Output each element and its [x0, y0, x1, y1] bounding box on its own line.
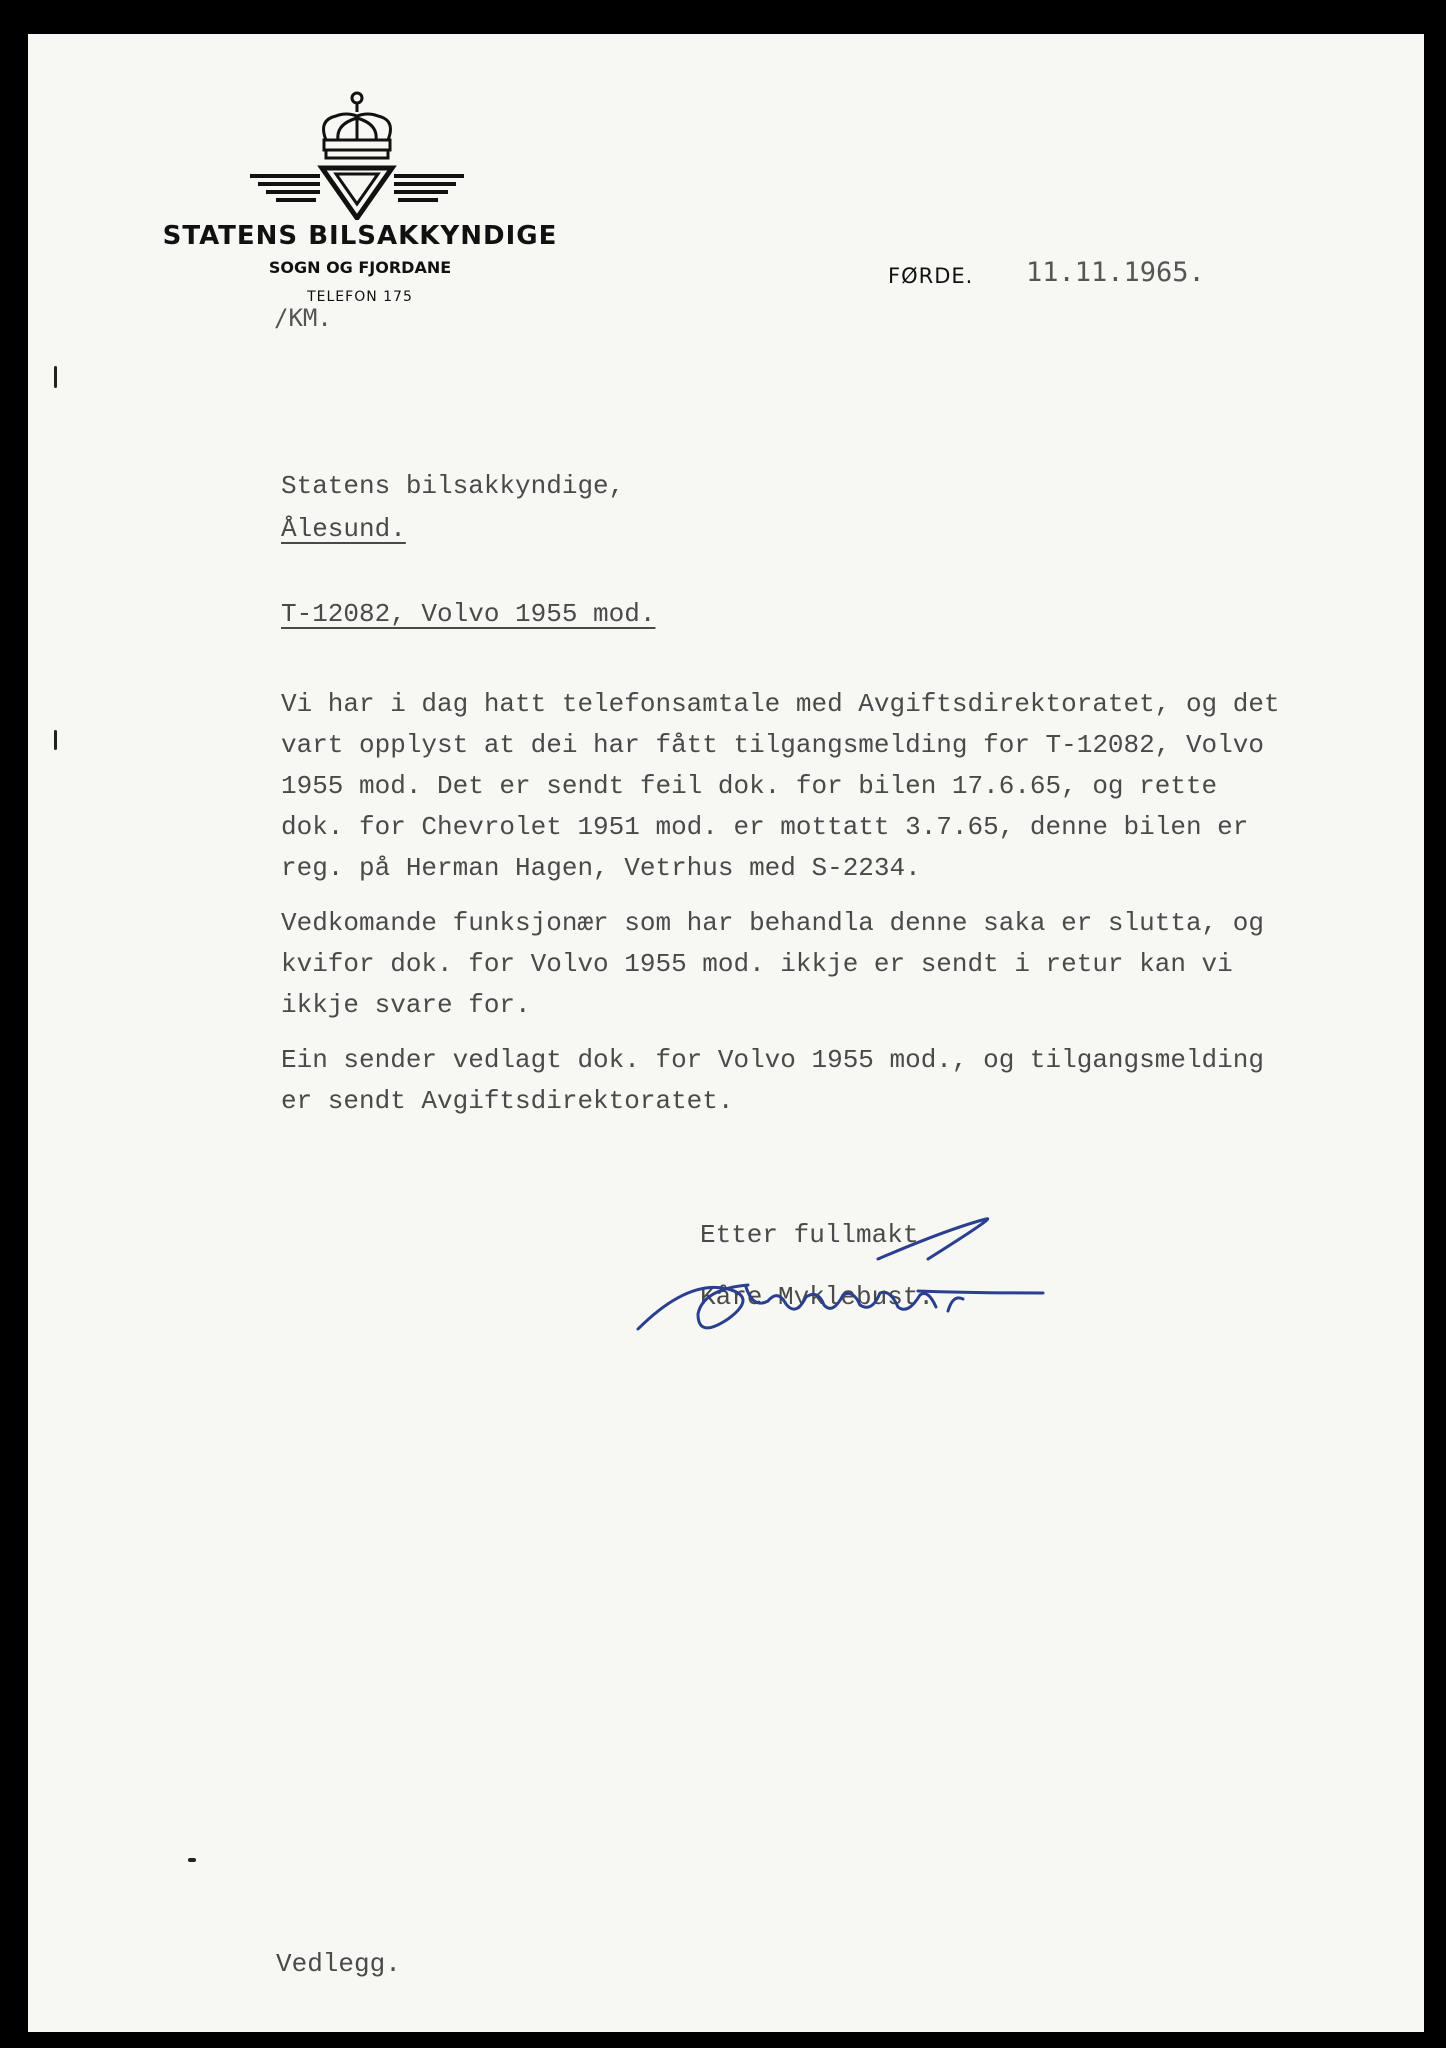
closing-line: Etter fullmakt — [700, 1220, 919, 1250]
recipient-line-1: Statens bilsakkyndige, — [281, 471, 625, 501]
letterhead-org-name: STATENS BILSAKKYNDIGE — [162, 221, 558, 251]
letterhead-phone: TELEFON 175 — [307, 289, 413, 305]
letter-date: 11.11.1965. — [1026, 257, 1205, 288]
body-paragraph-1: Vi har i dag hatt telefonsamtale med Avgiftsdirektoratet, og det vart opplyst at dei har fått tilgangsmelding for T-12082, Volvo 1955 mod. Det er sendt feil dok. for bilen 17.6.65, og rette dok. for Chevrolet 1951 mod. er mottatt 3.7.65, denne bilen er reg. på Herman Hagen, Vetrhus med S-2234. — [281, 689, 1280, 883]
crown-winged-emblem-icon — [246, 90, 468, 220]
signer-name: Kåre Myklebust. — [700, 1282, 935, 1312]
subject-line: T-12082, Volvo 1955 mod. — [281, 599, 656, 629]
recipient-line-2: Ålesund. — [281, 514, 406, 544]
letter-sheet — [28, 34, 1424, 2032]
handwritten-signature-icon — [628, 1189, 1078, 1359]
paper-speck — [188, 1858, 196, 1862]
letter-body — [281, 684, 1411, 1136]
reference-code: /KM. — [274, 304, 332, 332]
paper-speck — [54, 366, 57, 388]
attachment-label: Vedlegg. — [276, 1949, 401, 1979]
body-paragraph-2: Vedkomande funksjonær som har behandla denne saka er slutta, og kvifor dok. for Volvo 1955 mod. ikkje er sendt i retur kan vi ikkje svare for. — [281, 908, 1264, 1020]
letterhead-region: SOGN OG FJORDANE — [268, 258, 452, 277]
place-label: FØRDE. — [888, 264, 974, 288]
paper-speck — [54, 730, 57, 750]
body-paragraph-3: Ein sender vedlagt dok. for Volvo 1955 mod., og tilgangsmelding er sendt Avgiftsdirektoratet. — [281, 1045, 1264, 1116]
